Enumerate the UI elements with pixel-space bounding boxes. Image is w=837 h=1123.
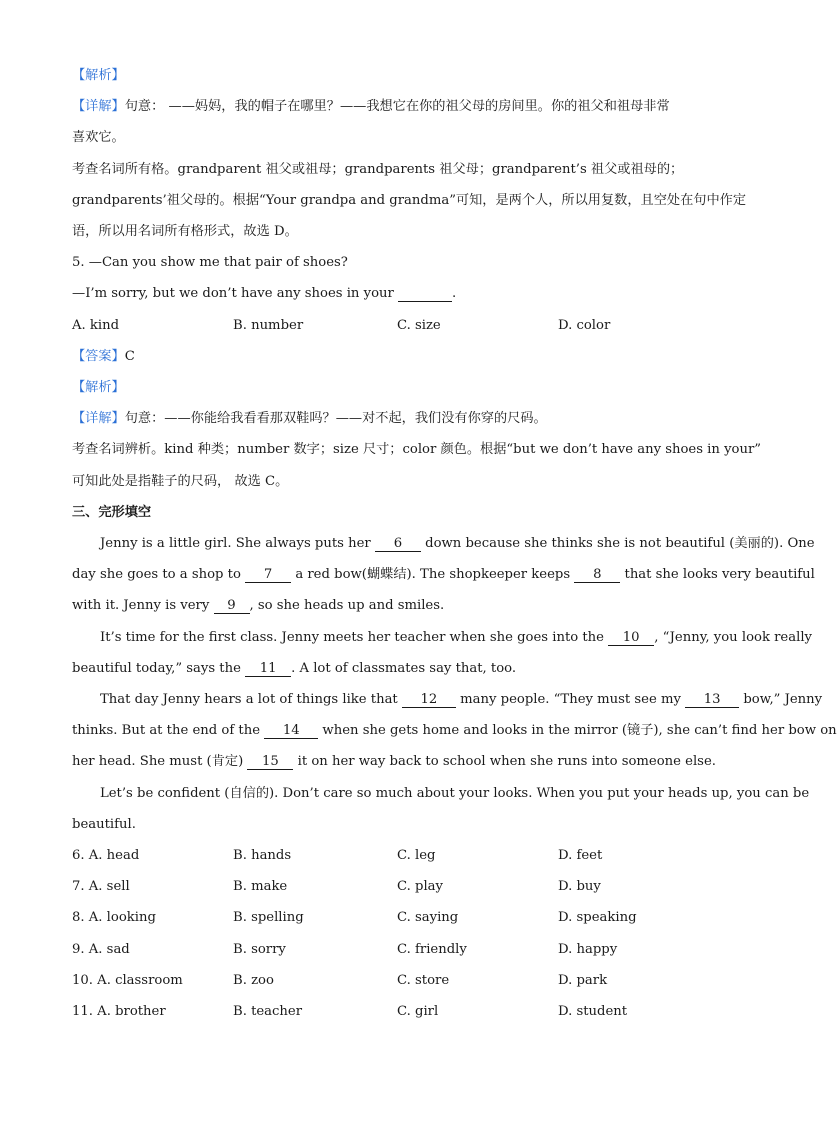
q4-jiexi-heading: 【解析】 [72, 68, 125, 83]
q5-jiexi-heading: 【解析】 [72, 380, 125, 396]
blank-11: 11 [245, 661, 291, 677]
document-page [72, 60, 837, 1027]
option: 11. A. brother [72, 1004, 166, 1020]
q5-answer: 【答案】C [72, 348, 135, 364]
q5-question: 5. —Can you show me that pair of shoes? [72, 255, 348, 271]
q5-reply: —I’m sorry, but we don’t have any shoes in your . [72, 286, 457, 302]
passage-p3-line1: That day Jenny hears a lot of things like that 12 many people. “They must see my 13 bow,” Jenny [100, 692, 823, 708]
options-row-7 [72, 871, 722, 902]
option: B. number [233, 317, 304, 333]
option: 6. A. head [72, 848, 140, 864]
q5-analysis-line1: 考查名词辨析。kind 种类；number 数字；size 尺寸；color 颜色。根据“but we don’t have any shoes in your” [72, 442, 762, 458]
section-title: 三、完形填空 [72, 504, 152, 520]
passage-p4-line2: beautiful. [72, 816, 136, 832]
option: 7. A. sell [72, 879, 130, 895]
option: C. saying [397, 910, 459, 926]
q5-analysis-line2: 可知此处是指鞋子的尺码， 故选 C。 [72, 473, 289, 489]
option: B. hands [233, 848, 292, 864]
option: B. spelling [233, 910, 304, 926]
q4-analysis-line3: 语，所以用名词所有格形式，故选 D。 [72, 224, 298, 240]
q4-analysis-line1: 考查名词所有格。grandparent 祖父或祖母；grandparents 祖父母；grandparent’s 祖父或祖母的； [72, 161, 684, 177]
q5-options [72, 310, 722, 341]
q5-xiangjie-line: 【详解】句意：——你能给我看看那双鞋吗？——对不起，我们没有你穿的尺码。 [72, 411, 547, 427]
options-row-8 [72, 902, 722, 933]
passage-p2-line2: beautiful today,” says the 11 . A lot of classmates say that, too. [72, 660, 517, 676]
blank-13: 13 [685, 692, 739, 708]
option: B. make [233, 879, 288, 895]
option: B. zoo [233, 972, 274, 988]
blank-6: 6 [375, 536, 421, 552]
blank-8: 8 [574, 567, 620, 583]
option: C. girl [397, 1004, 439, 1020]
passage-p2-line1: It’s time for the first class. Jenny meets her teacher when she goes into the 10 , “Jenny, you look really [100, 629, 812, 645]
option: 9. A. sad [72, 941, 130, 957]
option: B. teacher [233, 1004, 303, 1020]
option: 8. A. looking [72, 910, 156, 926]
options-row-9 [72, 934, 722, 965]
blank-14: 14 [264, 723, 318, 739]
passage-p1-line1: Jenny is a little girl. She always puts her 6 down because she thinks she is not beautiful (美丽的). One [100, 536, 815, 552]
passage-p3-line3: her head. She must (肯定) 15 it on her way back to school when she runs into someone else. [72, 754, 716, 770]
q4-xiangjie-line2: 喜欢它。 [72, 130, 125, 146]
option: C. friendly [397, 941, 467, 957]
q4-xiangjie-line: 【详解】句意： ——妈妈，我的帽子在哪里？——我想它在你的祖父母的房间里。你的祖父和祖母非常 [72, 99, 670, 115]
option: A. kind [72, 317, 120, 333]
option: D. buy [558, 879, 601, 895]
option: D. feet [558, 848, 603, 864]
options-row-10 [72, 965, 722, 996]
q5-blank [398, 286, 452, 302]
option: C. leg [397, 848, 436, 864]
passage-p1-line3: with it. Jenny is very 9 , so she heads up and smiles. [72, 598, 445, 614]
option: C. play [397, 879, 443, 895]
option: D. happy [558, 941, 618, 957]
blank-12: 12 [402, 692, 456, 708]
option: B. sorry [233, 941, 286, 957]
option: D. park [558, 972, 608, 988]
blank-7: 7 [245, 567, 291, 583]
option: D. speaking [558, 910, 637, 926]
options-row-11 [72, 996, 722, 1027]
option: C. store [397, 972, 450, 988]
option: D. student [558, 1004, 628, 1020]
blank-15: 15 [247, 754, 293, 770]
option: 10. A. classroom [72, 972, 183, 988]
option: D. color [558, 317, 611, 333]
blank-9: 9 [214, 598, 250, 614]
passage-p3-line2: thinks. But at the end of the 14 when she gets home and looks in the mirror (镜子), she can’t find her bow on [72, 723, 837, 739]
passage-p1-line2: day she goes to a shop to 7 a red bow(蝴蝶结). The shopkeeper keeps 8 that she looks very beautiful [72, 567, 815, 583]
blank-10: 10 [608, 630, 654, 646]
passage-p4-line1: Let’s be confident (自信的). Don’t care so much about your looks. When you put your heads up, you can be [100, 785, 810, 801]
option: C. size [397, 317, 441, 333]
q4-analysis-line2: grandparents’祖父母的。根据“Your grandpa and grandma”可知，是两个人，所以用复数，且空处在句中作定 [72, 192, 747, 208]
options-row-6 [72, 840, 722, 871]
